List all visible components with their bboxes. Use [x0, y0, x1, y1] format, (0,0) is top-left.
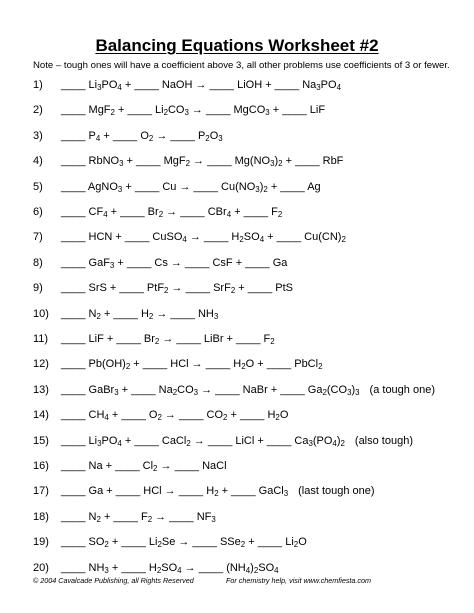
problem-row [33, 433, 413, 449]
problem-comment: (also tough) [354, 434, 413, 447]
problem-number: 17) [33, 485, 49, 498]
problem-number: 12) [33, 358, 49, 371]
problem-number: 20) [33, 561, 49, 574]
problem-comment: (a tough one) [369, 383, 435, 396]
problem-row [33, 407, 288, 423]
problem-number: 13) [33, 383, 49, 396]
problem-row [33, 382, 435, 398]
problem-row [33, 560, 279, 576]
problem-number: 4) [33, 155, 43, 168]
problem-equation: ____ Ga + ____ HCl → ____ $H_2$ + ____ GaCl$_3$ [61, 485, 289, 499]
problem-row [33, 128, 223, 144]
problem-equation: ____ $P_4$ + ____ $O_2$ → ____ $P_2O_3$ [61, 129, 223, 143]
problem-equation: ____ $Pb(OH)_2$ + ____ HCl → ____ $H_2O$ + ____ PbCl$_2$ [61, 358, 323, 372]
problem-equation: ____ $N_2$ + ____ $F_2$ → ____ $NF_3$ [61, 510, 216, 524]
problem-number: 19) [33, 536, 49, 549]
problem-number: 1) [33, 79, 43, 91]
worksheet-note: Note – tough ones will have a coefficient above 3, all other problems use coefficients of 3 or fewer. [33, 60, 450, 71]
problem-equation: ____ GaBr$_3$ + ____ $Na_2CO_3$ → ____ NaBr + ____ $Ga_2(CO_3)_3$ [61, 383, 360, 397]
problem-number: 10) [33, 307, 49, 320]
problem-equation: ____ HCN + ____ CuSO$_4$ → ____ $H_2SO_4$ + ____ $Cu(CN)_2$ [61, 231, 346, 245]
problem-row [33, 102, 325, 118]
problem-number: 3) [33, 129, 43, 142]
worksheet-title: Balancing Equations Worksheet #2 [95, 36, 379, 55]
problem-row [33, 509, 216, 525]
problem-equation: ____ $N_2$ + ____ $H_2$ → ____ $NH_3$ [61, 307, 219, 321]
problem-equation: ____ LiF + ____ $Br_2$ → ____ LiBr + ____ $F_2$ [61, 333, 275, 346]
problem-equation: ____ RbNO$_3$ + ____ MgF$_2$ → ____ $Mg(NO_3)_2$ + ____ RbF [61, 155, 344, 169]
problem-row [33, 280, 293, 296]
problem-row [33, 356, 322, 372]
problem-row [33, 483, 375, 499]
problem-number: 16) [33, 460, 49, 472]
problem-equation: ____ SrS + ____ PtF$_2$ → ____ SrF$_2$ + ____ PtS [61, 282, 294, 296]
problem-equation: ____ MgF$_2$ + ____ $Li_2CO_3$ → ____ MgCO$_3$ + ____ LiF [61, 104, 326, 118]
problem-number: 8) [33, 256, 43, 269]
problem-row [33, 306, 218, 322]
problem-equation: ____ $CH_4$ + ____ $O_2$ → ____ $CO_2$ + ____ $H_2O$ [61, 409, 289, 423]
problem-number: 6) [33, 206, 43, 218]
problem-row [33, 179, 321, 195]
problem-row [33, 153, 343, 169]
problem-row [33, 77, 341, 93]
problem-number: 7) [33, 231, 43, 244]
problem-number: 2) [33, 104, 43, 117]
problem-equation: ____ Na + ____ $Cl_2$ → ____ NaCl [61, 460, 227, 473]
problem-comment: (last tough one) [298, 485, 375, 498]
problem-number: 11) [33, 333, 49, 345]
problem-row [33, 458, 227, 474]
problem-equation: ____ $Li_3PO_4$ + ____ CaCl$_2$ → ____ LiCl + ____ $Ca_3(PO_4)_2$ [61, 434, 345, 448]
problem-row [33, 229, 346, 245]
problem-equation: ____ $NH_3$ + ____ $H_2SO_4$ → ____ $(NH_4)_2SO_4$ [61, 561, 279, 575]
copyright-footer: © 2004 Cavalcade Publishing, all Rights Reserved [33, 576, 194, 585]
problem-number: 18) [33, 510, 49, 523]
problem-number: 5) [33, 180, 43, 193]
problem-row [33, 255, 287, 271]
problem-row [33, 534, 307, 550]
problem-equation: ____ $SO_2$ + ____ $Li_2Se$ → ____ SSe$_2$ + ____ $Li_2O$ [61, 536, 307, 550]
problem-row [33, 204, 282, 220]
problem-equation: ____ $Li_3PO_4$ + ____ NaOH → ____ LiOH + ____ $Na_3PO_4$ [61, 79, 341, 92]
problem-equation: ____ $CF_4$ + ____ $Br_2$ → ____ CBr$_4$ + ____ $F_2$ [61, 206, 283, 219]
problem-equation: ____ GaF$_3$ + ____ Cs → ____ CsF + ____ Ga [61, 256, 288, 270]
problem-number: 14) [33, 409, 49, 422]
help-footer: For chemistry help, visit www.chemfiesta.com [226, 576, 371, 585]
problem-number: 9) [33, 282, 43, 295]
problem-number: 15) [33, 434, 49, 447]
problem-equation: ____ AgNO$_3$ + ____ Cu → ____ $Cu(NO_3)_2$ + ____ Ag [61, 180, 321, 194]
problem-row [33, 331, 275, 347]
